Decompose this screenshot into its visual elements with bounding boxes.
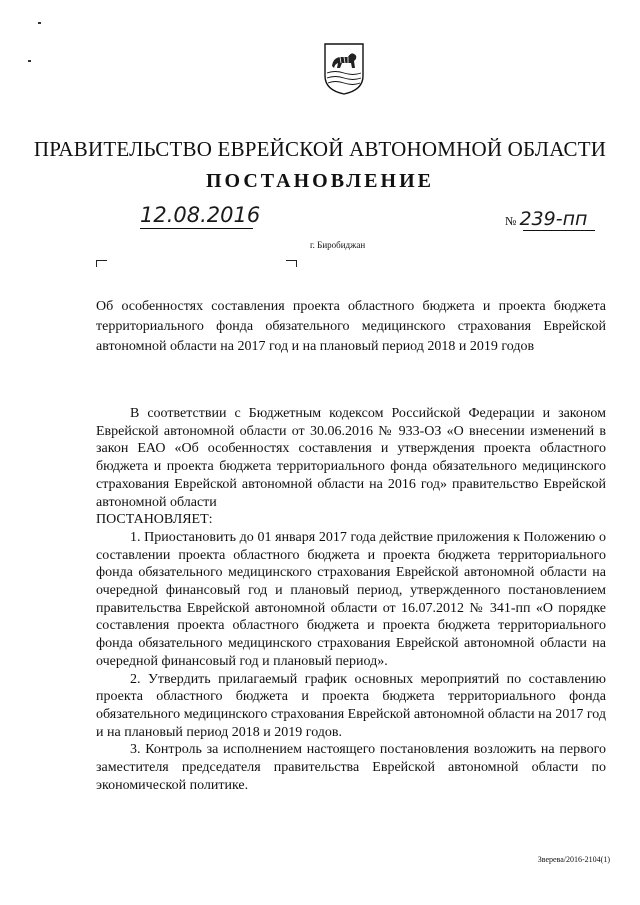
government-title: ПРАВИТЕЛЬСТВО ЕВРЕЙСКОЙ АВТОНОМНОЙ ОБЛАСТИ (33, 137, 607, 161)
clause-2: 2. Утвердить прилагаемый график основных мероприятий по составлению проекта областного бюджета и проекта бюджета территориального фонда обязательного медицинского страхования Еврейской автономной области на 2017 год и на плановый период 2018 и 2019 годов. (96, 671, 606, 740)
document-type: ПОСТАНОВЛЕНИЕ (206, 170, 434, 192)
clause-1: 1. Приостановить до 01 января 2017 года действие приложения к Положению о составлении проекта областного бюджета и проекта бюджета территориального фонда обязательного медицинского страхования Еврейской автономной области на очередной финансовый год и плановый период, утвержденного постановлением правительства Еврейской автономной области от 16.07.2012 № 341-пп «О порядке составления проекта областного бюджета и проекта бюджета территориального фонда обязательного медицинского страхования Еврейской автономной области на очередной финансовый год и плановый период». (96, 529, 606, 669)
clause-3: 3. Контроль за исполнением настоящего постановления возложить на первого заместителя председателя правительства Еврейской автономной области по экономической политике. (96, 742, 606, 793)
document-heading: Об особенностях составления проекта областного бюджета и проекта бюджета территориального фонда обязательного медицинского страхования Еврейской автономной области на 2017 год и на плановый период 2018 и 2019 годов (96, 299, 606, 354)
scan-mark (38, 22, 41, 24)
scan-mark (28, 60, 31, 62)
document-date: 12.08.2016 (140, 203, 261, 227)
coat-of-arms-emblem (323, 42, 365, 96)
number-sign: № (505, 214, 517, 228)
document-number-block (505, 208, 595, 232)
heading-corner-left (96, 260, 107, 267)
preamble-paragraph: В соответствии с Бюджетным кодексом Российской Федерации и законом Еврейской автономной области от 30.06.2016 № 933-ОЗ «О внесении изменений в закон ЕАО «Об особенностях составления и утверждения проекта областного бюджета и проекта бюджета территориального фонда обязательного медицинского страхования Еврейской автономной области на 2016 год» правительство Еврейской автономной области (96, 406, 606, 510)
document-body (96, 405, 606, 794)
footer-document-code: Зверева/2016-2104(1) (537, 855, 610, 864)
resolves-label: ПОСТАНОВЛЯЕТ: (96, 512, 213, 528)
city-label: г. Биробиджан (310, 240, 366, 250)
number-underline (523, 230, 595, 231)
document-number: 239-пп (519, 208, 588, 230)
heading-corner-right (286, 260, 297, 267)
